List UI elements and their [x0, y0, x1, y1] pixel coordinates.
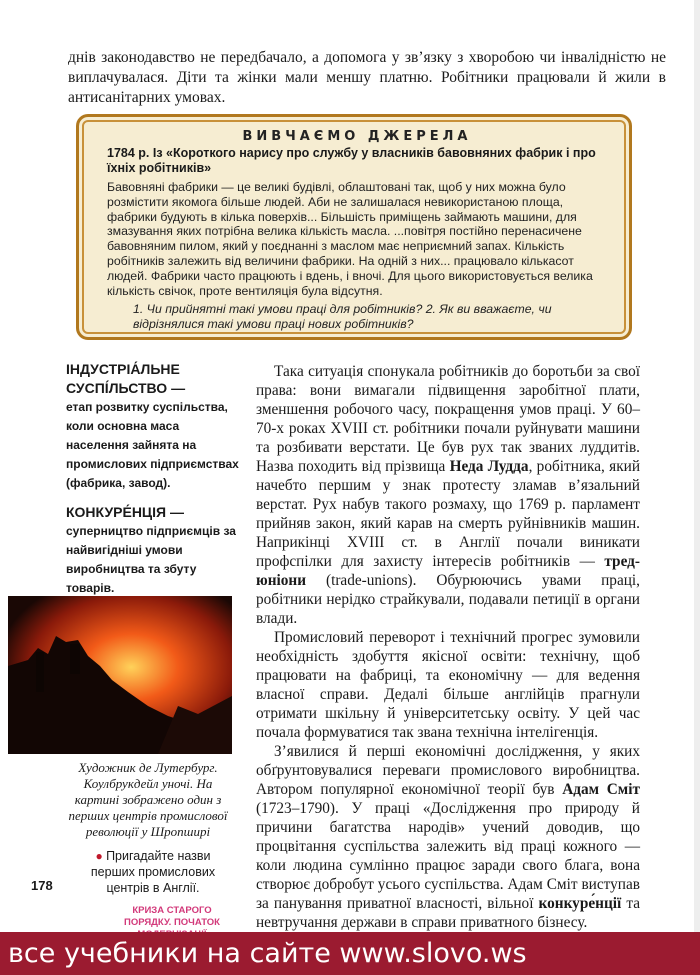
text-span: (trade-unions). Обурюючись увами праці, робітники нерідко страйкували, подавали петиції в органи влади.	[256, 572, 640, 627]
task-prompt	[78, 848, 228, 896]
painting-caption: Художник де Лутербург. Коулбрукдейл уночі. На картині зображено один з перших центрів промислової революції у Шропширі	[68, 760, 228, 839]
text-span: та невтручання держави в справи приватного бізнесу.	[256, 895, 640, 931]
text-span: , робітника, який начебто першим у знак протесту зламав в’язальний верстат. Рух набув такого розмаху, що 1769 р. парламент прийняв закон, який карав на смерть руйнівників машин. Наприкінці XVIII ст. в Англії почали виникати профспілки для захисту інтересів робітників —	[256, 458, 641, 570]
term-definition: суперництво підприємців за найвигідніші умови виробництва та збуту товарів.	[66, 524, 236, 595]
intro-paragraph: днів законодавство не передбачало, а допомога у зв’язку з хворобою чи інвалідністю не виплачувалася. Діти та жінки мали меншу платню. Робітники працювали й жили в антисанітарних умовах.	[68, 49, 666, 106]
section-label: КРИЗА СТАРОГО ПОРЯДКУ. ПОЧАТОК	[124, 905, 220, 928]
bullet-icon: ●	[95, 849, 107, 863]
term-title: КОНКУРЕ́НЦІЯ —	[66, 504, 185, 520]
bold-term: Неда Лудда	[449, 458, 529, 475]
main-paragraph-3	[256, 742, 640, 932]
bold-term: Адам Сміт	[562, 781, 640, 798]
page-edge	[694, 0, 700, 975]
source-box	[76, 114, 632, 340]
source-questions: 1. Чи прийнятні такі умови праці для робітників? 2. Як ви вважаєте, чи відрізнялися такі умови праці нових робітників?	[133, 302, 552, 332]
bold-term: тред-юніони	[256, 553, 640, 589]
text-span: З’явилися й перші економічні дослідження, у яких обґрунтовувалися переваги промислового виробництва. Автором популярної економічної теорії був	[256, 743, 640, 798]
term-competition	[66, 503, 242, 598]
source-heading: 1784 р. Із «Короткого нарису про службу у власників бавовняних фабрик і про їхніх робітників»	[107, 146, 596, 175]
source-text: Бавовняні фабрики — це великі будівлі, облаштовані так, щоб у них можна було розмістити якомога більше людей. Аби не залишалася невикористаною площа, фабрики будують в кілька поверхів... Більшість приміщень займають машини, для змазування яких потрібна велика кількість масла. ...повітря постійно перенасичене бавовняним пилом, який у поєднанні з маслом має неприємний запах. Кількість робітників залежить від величини фабрики. На одній з них... працювало кількасот людей. Фабрики часто працюють і вдень, і вночі. Для цього використовується велика кількість свічок, проте вентиляція була відсутня.	[107, 180, 593, 298]
painting-coalbrookdale	[8, 596, 232, 754]
page-number: 178	[31, 878, 53, 893]
main-paragraph-2: Промисловий переворот і технічний прогрес зумовили необхідність здобуття якісної освіти: технічну, щоб працювати на фабриці, та економічну — для ведення власної справи. Дедалі більше англійців прагнули отримати шкільну й університетську освіту. У цей час почала формуватися так звана технічна інтелігенція.	[256, 629, 640, 741]
bold-term: конкуре́нції	[538, 895, 622, 912]
text-span: Така ситуація спонукала робітників до боротьби за свої права: вони вимагали підвищення заробітної плати, зменшення робочого часу, покращення умов праці. У 60–70-х роках XVIII ст. робітники почали руйнувати машини та розбивати верстати. Це був рух так званих луддитів. Назва походить від прізвища	[256, 363, 640, 475]
watermark-banner: все учебники на сайте www.slovo.ws	[0, 932, 700, 975]
task-text: Пригадайте назви перших промислових центрів в Англії.	[90, 849, 216, 895]
term-title: ІНДУСТРІА́ЛЬНЕ СУСПІ́ЛЬСТВО —	[66, 361, 186, 396]
source-box-title: ВИВЧАЄМО ДЖЕРЕЛА	[242, 129, 472, 144]
main-text-column	[256, 362, 640, 932]
term-definition: етап розвитку суспільства, коли основна маса населення зайнята на промислових підприємствах (фабрика, завод).	[66, 400, 239, 490]
text-span: (1723–1790). У праці «Дослідження про природу й причини багатства народів» учений доводив, що процвітання суспільства залежить від праці кожного — коли людина сумлінно працює заради свого блага, вона створює добробут усього суспільства. Адам Сміт виступав за панування приватної власності, вільної	[256, 800, 640, 912]
main-paragraph-1	[256, 362, 640, 628]
term-industrial-society	[66, 360, 242, 493]
